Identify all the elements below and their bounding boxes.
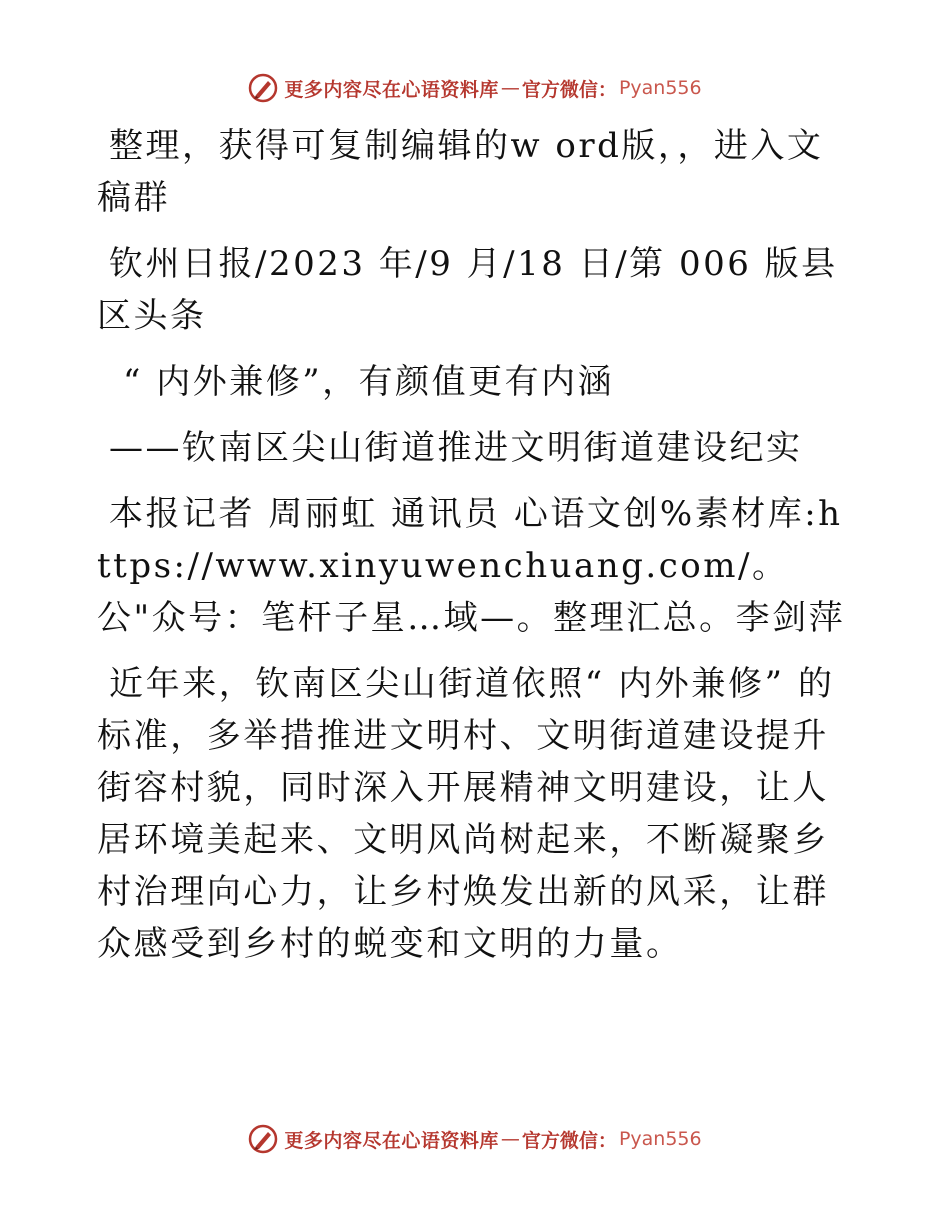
doc-body-paragraph: 近年来，钦南区尖山街道依照“ 内外兼修” 的标准，多举措推进文明村、文明街道建设提升街容村貌，同时深入开展精神文明建设，让人居环境美起来、文明风尚树起来，不断凝聚乡村治理向心力，让乡村焕发出新的风采，让群众感受到乡村的蜕变和文明的力量。 <box>97 664 835 964</box>
doc-intro-line: 整理，获得可复制编辑的w ord版，，进入文稿群 <box>97 126 824 218</box>
watermark-dash: — <box>500 1128 520 1150</box>
pen-circle-logo-icon <box>248 1124 278 1154</box>
doc-title: “ 内外兼修”，有颜值更有内涵 <box>123 362 615 402</box>
header-watermark <box>0 73 950 103</box>
doc-subtitle: ——钦南区尖山街道推进文明街道建设纪实 <box>109 428 803 468</box>
watermark-wechat-id: Pyan556 <box>618 77 702 99</box>
doc-byline: 本报记者 周丽虹 通讯员 心语文创%素材库:https://www.xinyuwenchuang.com/。公"众号：笔杆子星…域—。整理汇总。李剑萍 <box>97 494 846 638</box>
footer-watermark <box>0 1124 950 1154</box>
watermark-official-label: 官方微信： <box>521 1129 617 1152</box>
watermark-official-label: 官方微信： <box>521 78 617 101</box>
watermark-site-text: 更多内容尽在心语资料库 <box>284 1129 499 1152</box>
pen-circle-logo-icon <box>248 73 278 103</box>
watermark-wechat-id: Pyan556 <box>618 1128 702 1150</box>
watermark-site-text: 更多内容尽在心语资料库 <box>284 78 499 101</box>
document-content <box>97 120 857 984</box>
doc-source-line: 钦州日报/2023 年/9 月/18 日/第 006 版县区头条 <box>97 244 838 336</box>
watermark-dash: — <box>500 77 520 99</box>
